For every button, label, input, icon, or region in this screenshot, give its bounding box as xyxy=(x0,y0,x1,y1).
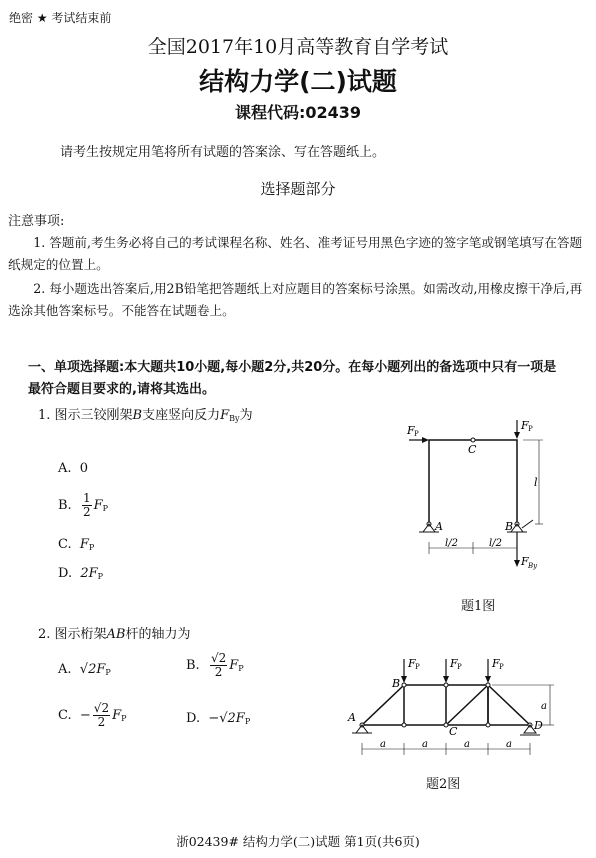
label-a: A xyxy=(435,520,443,533)
secret-mark: 绝密 ★ 考试结束前 xyxy=(9,11,112,25)
label-d: D xyxy=(534,719,543,732)
q2-option-a xyxy=(58,662,111,677)
label-p-right: P xyxy=(528,425,533,433)
numerator: √2 xyxy=(210,651,227,665)
member-ab xyxy=(362,685,404,725)
q1-option-c xyxy=(58,537,94,552)
q1-option-d xyxy=(58,566,103,581)
numerator: √2 xyxy=(93,701,110,715)
q2-stem-ab: AB xyxy=(106,627,126,642)
label-p-2: P xyxy=(457,663,462,671)
option-text: 2F xyxy=(80,566,98,581)
support-b-link xyxy=(522,520,533,528)
q2-option-b xyxy=(186,652,244,679)
q2-option-d xyxy=(186,711,250,726)
node-bottom-1 xyxy=(402,723,406,727)
diagonal-1 xyxy=(446,685,488,725)
section-title: 选择题部分 xyxy=(260,180,336,198)
reaction-arrow-head xyxy=(514,560,520,567)
label-dim-3: a xyxy=(464,739,470,750)
denominator: 2 xyxy=(82,505,91,519)
course-code: 课程代码:02439 xyxy=(234,103,362,122)
force-symbol: F xyxy=(93,498,103,513)
label-b: B xyxy=(392,677,401,690)
node-bottom-3 xyxy=(486,723,490,727)
subscript: P xyxy=(238,664,244,673)
label-dim-1: a xyxy=(380,739,386,750)
subscript: P xyxy=(105,668,111,677)
label-dim-height: a xyxy=(541,701,547,712)
label-p-left: P xyxy=(414,430,419,438)
fraction xyxy=(210,652,227,679)
option-label: B. xyxy=(186,658,200,673)
q1-option-a xyxy=(58,461,88,476)
option-label: A. xyxy=(58,662,72,677)
force-symbol: F xyxy=(112,708,122,723)
label-c: C xyxy=(449,725,458,738)
label-half-1: l/2 xyxy=(445,538,458,549)
minus-sign: − xyxy=(79,708,91,723)
label-l: l xyxy=(534,476,538,489)
label-dim-2: a xyxy=(422,739,428,750)
label-p-3: P xyxy=(499,663,504,671)
label-by: By xyxy=(528,562,538,570)
force-symbol: F xyxy=(229,658,239,673)
option-label: D. xyxy=(186,711,201,726)
denominator: 2 xyxy=(214,665,223,679)
option-label: B. xyxy=(58,498,72,513)
question-1-stem xyxy=(38,404,253,423)
exam-title: 全国2017年10月高等教育自学考试 xyxy=(147,36,449,58)
subscript: P xyxy=(102,504,109,513)
node-top-3 xyxy=(486,683,490,687)
option-label: A. xyxy=(58,461,72,476)
option-label: C. xyxy=(58,537,72,552)
label-c: C xyxy=(468,443,477,456)
subscript: P xyxy=(97,572,104,581)
page-footer: 浙02439# 结构力学(二)试题 第1页(共6页) xyxy=(176,834,420,849)
option-text: √2F xyxy=(79,662,106,677)
fraction xyxy=(82,492,92,519)
node-top-2 xyxy=(444,683,448,687)
arrow-head-right xyxy=(422,437,429,443)
label-p-1: P xyxy=(415,663,420,671)
label-fp-1: F xyxy=(408,657,416,670)
fraction xyxy=(93,702,110,729)
notice-heading: 注意事项: xyxy=(8,214,65,229)
load-1-head xyxy=(401,676,407,683)
q1-stem-mid: 支座竖向反力 xyxy=(142,408,221,423)
notice-item-2: 2. 每小题选出答案后,用2B铅笔把答题纸上对应题目的答案标号涂黑。如需改动,用橡皮擦干净后,再选涂其他答案标号。不能答在试题卷上。 xyxy=(8,281,583,318)
option-text: 0 xyxy=(79,461,89,476)
question-2-stem xyxy=(38,623,191,642)
q2-stem-end: 杆的轴力为 xyxy=(125,627,191,642)
figure-2-caption: 题2图 xyxy=(426,777,461,792)
denominator: 2 xyxy=(97,715,106,729)
notice-item-1: 1. 答题前,考生务必将自己的考试课程名称、姓名、准考证号用黑色字迹的签字笔或钢笔填写在答题纸规定的位置上。 xyxy=(8,235,583,272)
label-dim-4: a xyxy=(506,739,512,750)
load-3-head xyxy=(485,676,491,683)
q1-stem-sub: By xyxy=(229,414,240,423)
label-fp-2: F xyxy=(450,657,458,670)
option-label: D. xyxy=(58,566,73,581)
label-fp-3: F xyxy=(492,657,500,670)
member-end-right xyxy=(488,685,530,725)
label-a: A xyxy=(348,711,356,724)
force-symbol: F xyxy=(79,537,89,552)
node-b xyxy=(402,683,406,687)
q2-option-c xyxy=(58,702,127,729)
part-heading: 一、单项选择题:本大题共10小题,每小题2分,共20分。在每小题列出的备选项中只有一项是最符合题目要求的,请将其选出。 xyxy=(28,360,557,397)
q1-stem-text: 1. 图示三铰刚架 xyxy=(38,408,133,423)
hinge-c xyxy=(471,438,475,442)
subscript: P xyxy=(121,714,127,723)
figure-2-diagram xyxy=(340,655,562,765)
q2-stem-text: 2. 图示桁架 xyxy=(38,627,107,642)
paper-title: 结构力学(二)试题 xyxy=(199,67,397,96)
q1-stem-end: 为 xyxy=(239,408,253,423)
q1-stem-b: B xyxy=(132,408,143,423)
option-label: C. xyxy=(58,708,72,723)
q1-option-b xyxy=(58,492,108,519)
answer-instruction: 请考生按规定用笔将所有试题的答案涂、写在答题纸上。 xyxy=(60,145,386,160)
numerator: 1 xyxy=(82,491,91,505)
option-text: −√2F xyxy=(208,711,245,726)
label-half-2: l/2 xyxy=(489,538,502,549)
subscript: P xyxy=(88,543,95,552)
label-fby: F xyxy=(521,555,529,568)
load-2-head xyxy=(443,676,449,683)
subscript: P xyxy=(244,717,251,726)
figure-1-caption: 题1图 xyxy=(461,599,496,614)
label-fp-left: F xyxy=(407,424,415,437)
label-fp-right: F xyxy=(521,420,529,432)
q1-stem-f: F xyxy=(220,408,230,423)
arrow-head-down xyxy=(514,432,520,439)
figure-1-diagram xyxy=(395,420,555,580)
node-c xyxy=(444,723,448,727)
label-b: B xyxy=(505,520,514,533)
